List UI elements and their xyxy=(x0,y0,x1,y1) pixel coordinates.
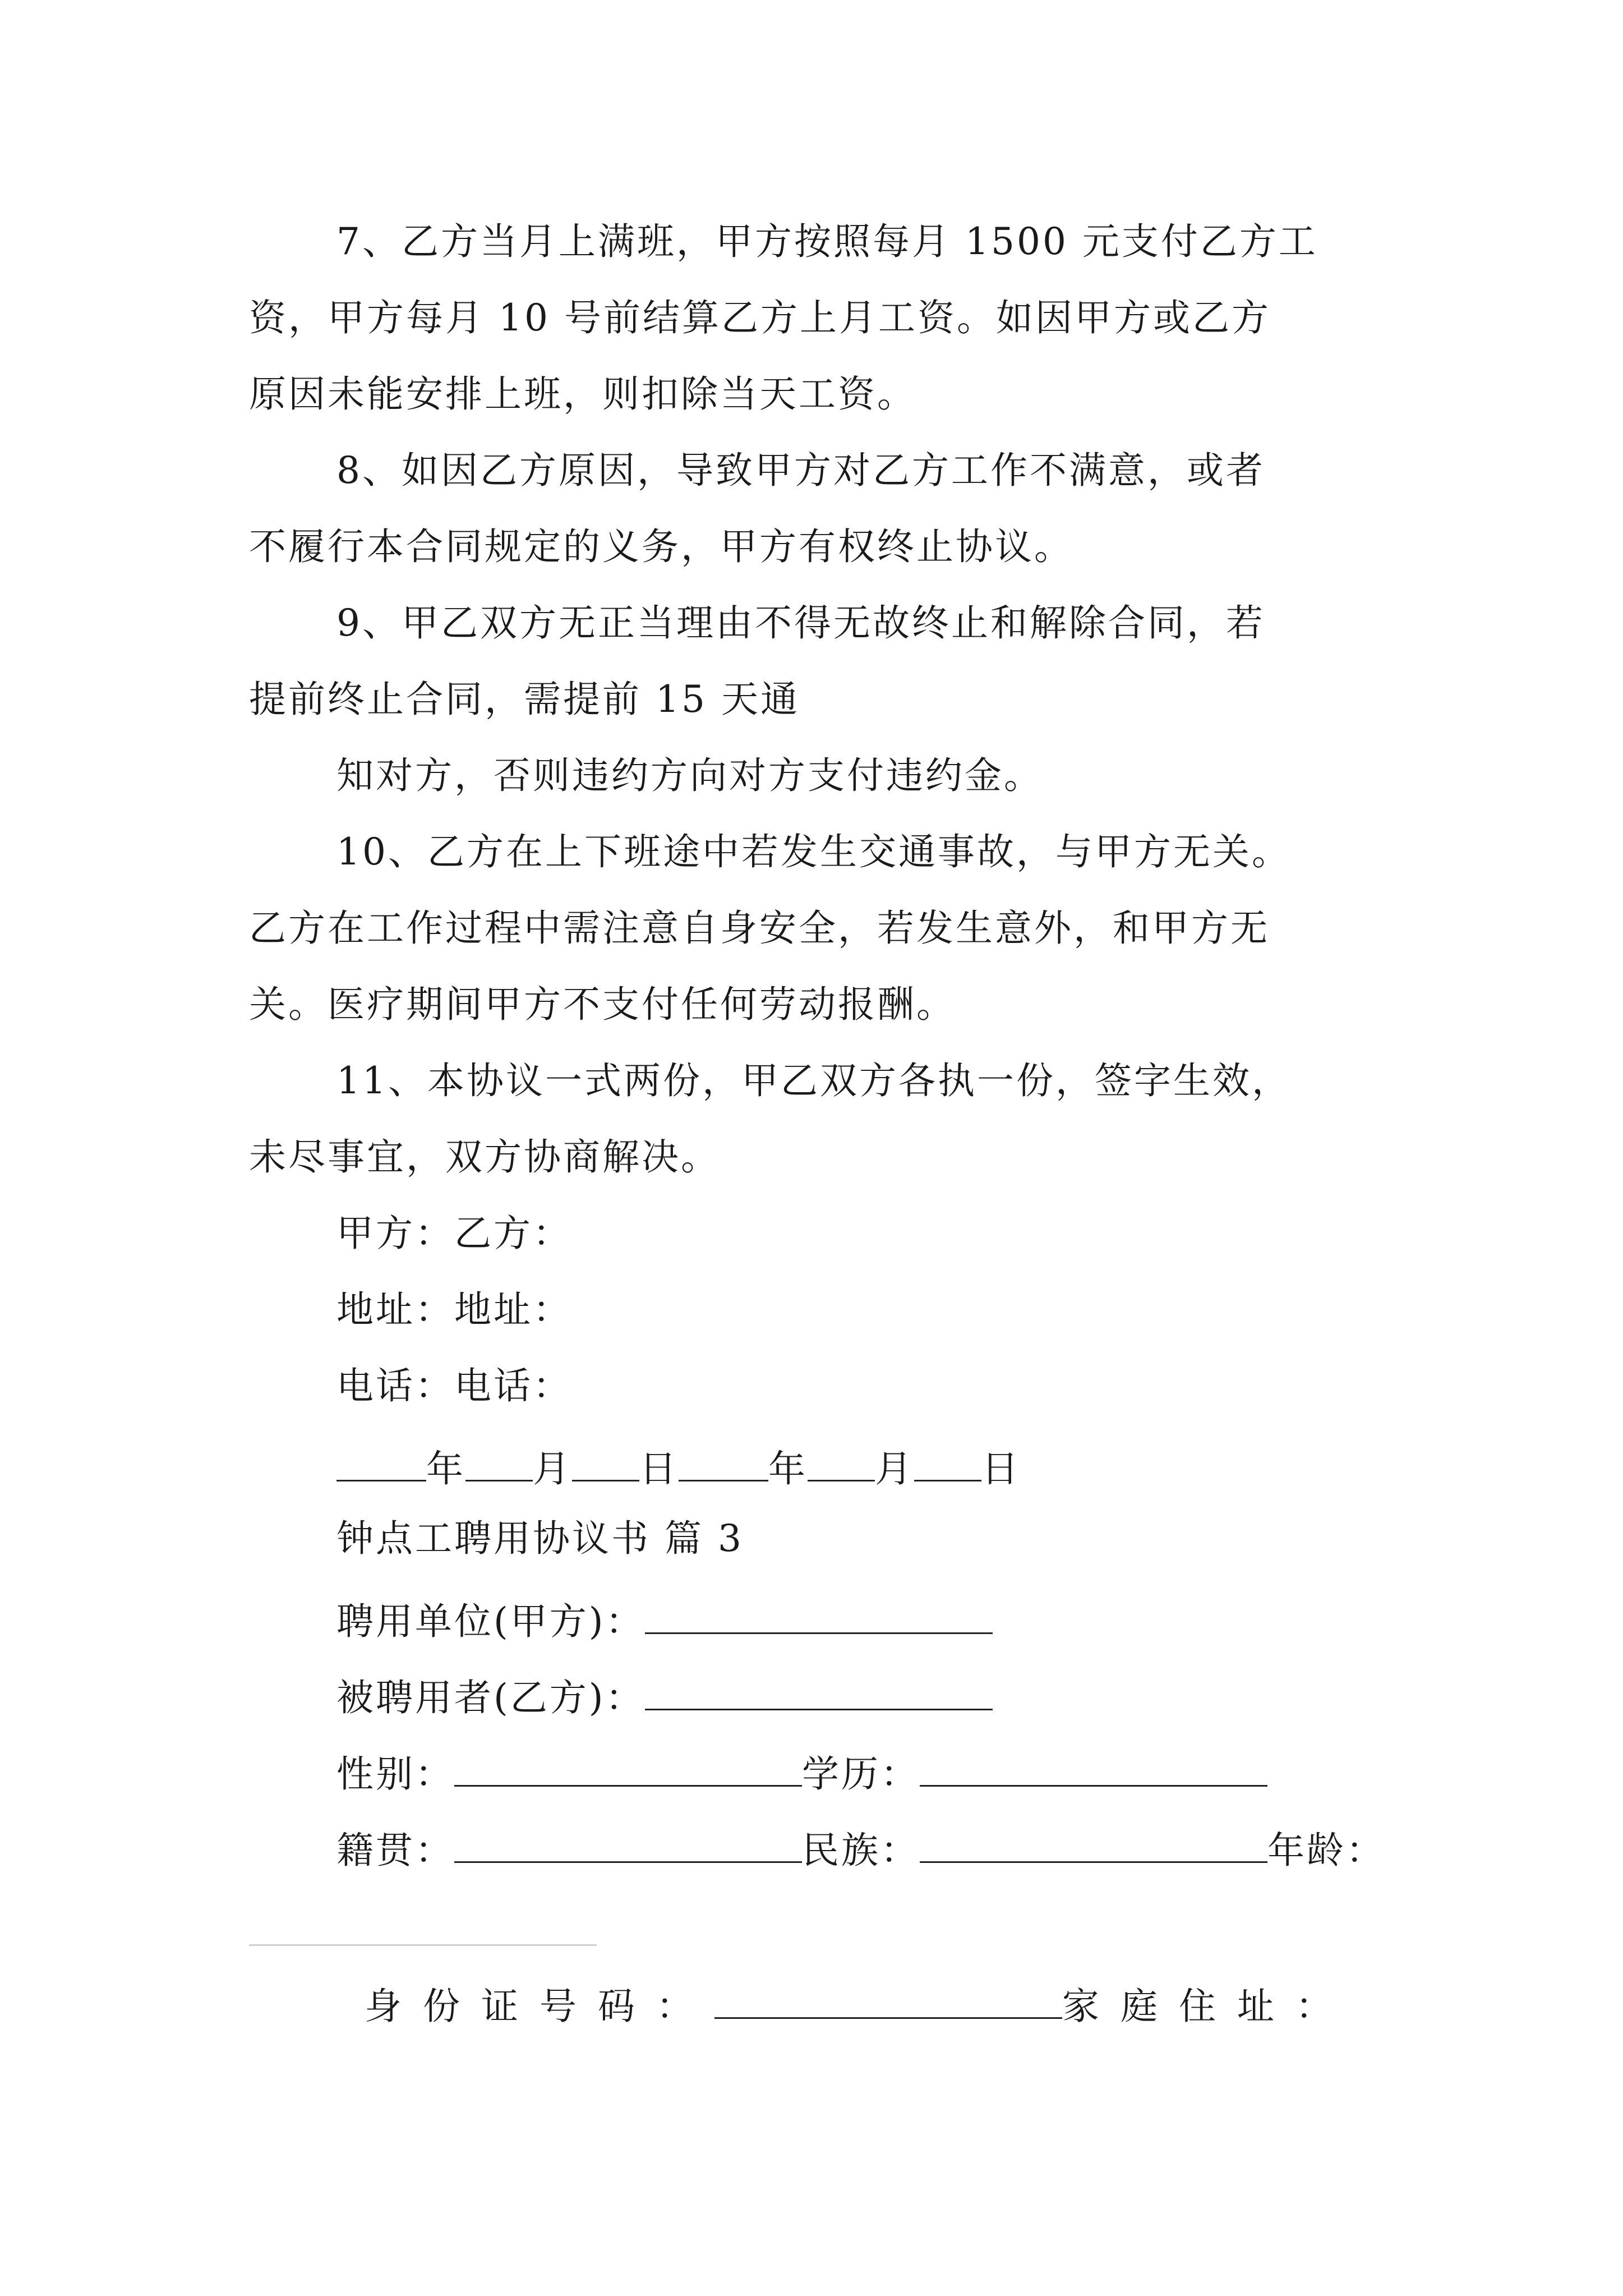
signature-phone: 电话：电话： xyxy=(336,1364,572,1407)
clause-10-line-1: 10、乙方在上下班途中若发生交通事故，与甲方无关。 xyxy=(336,830,1291,873)
native-place-blank[interactable] xyxy=(454,1825,802,1863)
id-number-blank[interactable] xyxy=(714,1981,1062,2019)
blank-line[interactable] xyxy=(808,1444,875,1481)
education-blank[interactable] xyxy=(920,1749,1267,1787)
clause-8-line-1: 8、如因乙方原因，导致甲方对乙方工作不满意，或者 xyxy=(336,449,1265,492)
month-label: 月 xyxy=(875,1447,914,1490)
blank-line[interactable] xyxy=(336,1444,426,1481)
employee-label: 被聘用者(乙方)： xyxy=(336,1676,645,1719)
clause-11-line-1: 11、本协议一式两份，甲乙双方各执一份，签字生效， xyxy=(336,1059,1291,1102)
clause-7-line-3: 原因未能安排上班，则扣除当天工资。 xyxy=(249,372,916,416)
date-line xyxy=(336,1444,1021,1488)
native-ethnicity-age-row xyxy=(336,1825,1385,1872)
blank-line[interactable] xyxy=(465,1444,533,1481)
employee-blank[interactable] xyxy=(645,1673,993,1710)
age-label: 年龄： xyxy=(1267,1829,1385,1872)
clause-7-line-2: 资，甲方每月 10 号前结算乙方上月工资。如因甲方或乙方 xyxy=(249,296,1271,339)
ethnicity-label: 民族： xyxy=(802,1829,920,1872)
ethnicity-blank[interactable] xyxy=(920,1825,1267,1863)
month-label: 月 xyxy=(533,1447,572,1490)
employee-field xyxy=(336,1673,993,1717)
home-address-label: 家庭住址： xyxy=(1062,1985,1354,2028)
employer-blank[interactable] xyxy=(645,1596,993,1634)
blank-line[interactable] xyxy=(679,1444,768,1481)
clause-10-line-2: 乙方在工作过程中需注意自身安全，若发生意外，和甲方无 xyxy=(249,907,1270,950)
day-label: 日 xyxy=(981,1447,1021,1490)
gender-label: 性别： xyxy=(336,1752,454,1796)
education-label: 学历： xyxy=(802,1752,920,1796)
id-address-row xyxy=(365,1981,1354,2028)
signature-address: 地址：地址： xyxy=(336,1288,572,1331)
employer-field xyxy=(336,1596,993,1643)
gender-blank[interactable] xyxy=(454,1749,802,1787)
clause-8-line-2: 不履行本合同规定的义务，甲方有权终止协议。 xyxy=(249,525,1073,568)
blank-line[interactable] xyxy=(572,1444,639,1481)
day-label: 日 xyxy=(639,1447,679,1490)
clause-10-line-3: 关。医疗期间甲方不支付任何劳动报酬。 xyxy=(249,983,956,1026)
clause-11-line-2: 未尽事宜，双方协商解决。 xyxy=(249,1135,720,1179)
clause-9-line-2: 提前终止合同，需提前 15 天通 xyxy=(249,678,800,721)
id-number-label: 身份证号码： xyxy=(365,1985,714,2028)
year-label: 年 xyxy=(426,1447,465,1490)
section-title: 钟点工聘用协议书 篇 3 xyxy=(336,1517,744,1560)
signature-party: 甲方：乙方： xyxy=(336,1212,572,1255)
clause-9-line-3: 知对方，否则违约方向对方支付违约金。 xyxy=(336,754,1043,797)
blank-line[interactable] xyxy=(914,1444,981,1481)
gender-education-row xyxy=(336,1749,1267,1796)
clause-7-line-1: 7、乙方当月上满班，甲方按照每月 1500 元支付乙方工 xyxy=(336,220,1318,263)
clause-9-line-1: 9、甲乙双方无正当理由不得无故终止和解除合同，若 xyxy=(336,601,1265,645)
year-label: 年 xyxy=(768,1447,808,1490)
native-place-label: 籍贯： xyxy=(336,1829,454,1872)
age-blank-continuation[interactable] xyxy=(249,1944,597,1946)
employer-label: 聘用单位(甲方)： xyxy=(336,1600,645,1643)
